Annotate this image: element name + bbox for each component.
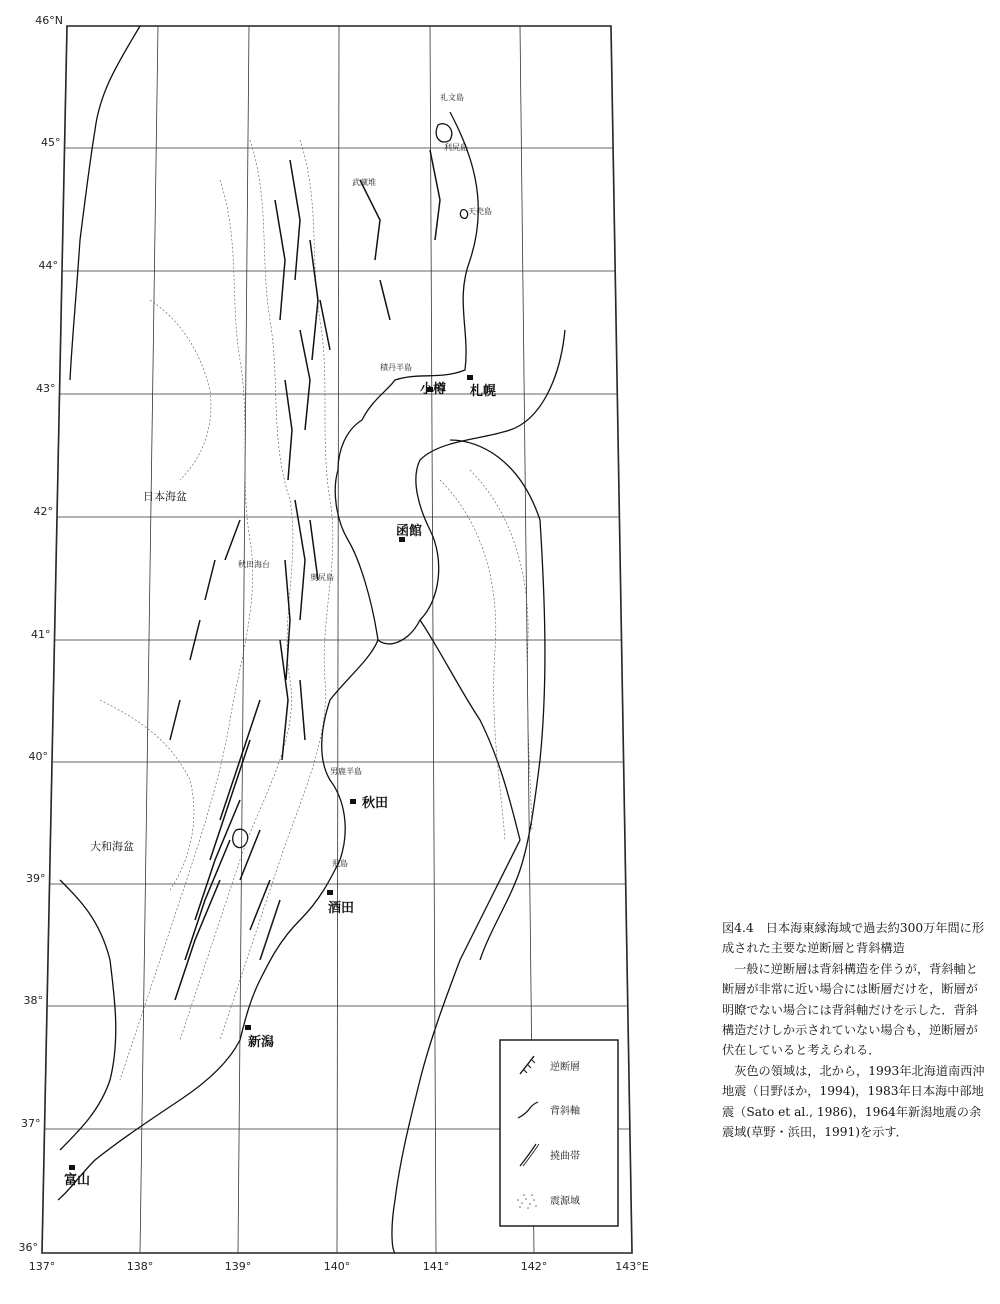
city-marker-icon xyxy=(69,1165,75,1170)
sea-basin-label: 大和海盆 xyxy=(90,840,134,853)
fault-line xyxy=(220,700,260,820)
fault-line xyxy=(195,800,240,920)
fault-line xyxy=(225,520,240,560)
fault-line xyxy=(240,830,260,880)
fault-line xyxy=(185,840,230,960)
coastline xyxy=(450,440,545,960)
legend-label-flexure: 撓曲帯 xyxy=(550,1151,580,1162)
place-label: 積丹半島 xyxy=(380,363,412,372)
coastline xyxy=(338,112,478,470)
city-label: 秋田 xyxy=(362,796,389,811)
latitude-label: 39° xyxy=(26,872,46,885)
place-label: 飛島 xyxy=(332,859,348,868)
fault-line xyxy=(285,560,290,680)
city-label: 富山 xyxy=(64,1173,91,1188)
caption-paragraph-1: 一般に逆断層は背斜構造を伴うが，背斜軸と断層が非常に近い場合には断層だけを，断層が明瞭でない場合には背斜軸だけを示した．背斜構造だけしか示されていない場合も，逆断層が伏在していると考えられる． xyxy=(722,961,978,1058)
fault-line xyxy=(300,680,305,740)
coastline xyxy=(58,640,378,1200)
legend-label-anticline: 背斜軸 xyxy=(550,1106,580,1117)
latitude-labels xyxy=(19,14,64,1254)
coastline xyxy=(60,880,116,1150)
sea-basin-label: 日本海盆 xyxy=(143,490,187,503)
meridian-line xyxy=(140,26,158,1253)
longitude-label: 139° xyxy=(224,1260,252,1273)
fault-line xyxy=(360,180,380,260)
fault-line xyxy=(170,700,180,740)
longitude-labels xyxy=(29,1260,649,1273)
city-markers xyxy=(69,375,473,1170)
city-label: 酒田 xyxy=(328,901,355,916)
place-label: 秋田海台 xyxy=(238,560,270,569)
city-label: 小樽 xyxy=(420,382,447,397)
fault-line xyxy=(430,150,440,240)
fault-line xyxy=(310,520,318,580)
longitude-label: 143°E xyxy=(615,1260,649,1273)
fault-line xyxy=(300,330,310,430)
latitude-label: 44° xyxy=(38,259,59,272)
caption-title: 図4.4 日本海東縁海域で過去約300万年間に形成された主要な逆断層と背斜構造 xyxy=(722,921,985,956)
city-marker-icon xyxy=(467,375,473,380)
coastline xyxy=(460,210,467,219)
depth-contour xyxy=(150,300,211,480)
latitude-label: 42° xyxy=(33,505,53,518)
place-label: 利尻島 xyxy=(444,143,468,152)
place-label: 男鹿半島 xyxy=(330,767,362,776)
place-label: 奥尻島 xyxy=(310,573,334,582)
latitude-label: 37° xyxy=(21,1117,41,1130)
city-label: 札幌 xyxy=(470,384,497,399)
longitude-label: 141° xyxy=(422,1260,450,1273)
legend-label-source-area: 震源域 xyxy=(550,1196,580,1207)
depth-contour xyxy=(180,140,293,1040)
city-label: 函館 xyxy=(396,524,423,539)
fault-line xyxy=(320,300,330,350)
city-marker-icon xyxy=(245,1025,251,1030)
latitude-label: 41° xyxy=(30,628,51,641)
latitude-label: 43° xyxy=(36,382,56,395)
longitude-label: 142° xyxy=(520,1260,548,1273)
place-label: 礼文島 xyxy=(440,93,464,102)
caption-paragraph-2: 灰色の領域は，北から，1993年北海道南西沖地震（日野ほか，1994)，1983年日本海中部地震（Sato et al., 1986)，1964年新潟地震の余震域(草野・浜田，1991)を示す． xyxy=(722,1063,985,1140)
fault-line xyxy=(250,880,270,930)
legend-label-thrust: 逆断層 xyxy=(550,1062,580,1073)
meridian-line xyxy=(337,26,339,1253)
coastline xyxy=(436,124,452,142)
latitude-label: 38° xyxy=(23,994,44,1007)
fault-lines xyxy=(170,150,440,1000)
depth-contour xyxy=(120,180,253,1080)
city-marker-icon xyxy=(327,890,333,895)
fault-line xyxy=(205,560,215,600)
meridian-line xyxy=(430,26,436,1253)
fault-line xyxy=(275,200,285,320)
latitude-label: 45° xyxy=(41,136,61,149)
depth-contour xyxy=(220,140,333,1040)
place-label: 武蔵堆 xyxy=(352,178,376,187)
fault-line xyxy=(380,280,390,320)
city-label: 新潟 xyxy=(248,1035,275,1050)
latitude-label: 46°N xyxy=(35,14,63,27)
fault-line xyxy=(285,380,292,480)
depth-contour xyxy=(440,480,505,840)
longitude-label: 140° xyxy=(323,1260,351,1273)
coastline xyxy=(335,330,565,644)
latitude-label: 40° xyxy=(28,750,49,763)
place-label: 天売島 xyxy=(468,207,492,216)
longitude-label: 137° xyxy=(28,1260,56,1273)
fault-line xyxy=(260,900,280,960)
coastline xyxy=(70,26,140,380)
figure-caption xyxy=(722,918,990,1142)
meridian-line xyxy=(238,26,249,1253)
fault-line xyxy=(310,240,318,360)
longitude-label: 138° xyxy=(126,1260,154,1273)
city-marker-icon xyxy=(350,799,356,804)
depth-contour xyxy=(470,470,532,830)
fault-line xyxy=(290,160,300,280)
latitude-label: 36° xyxy=(18,1241,38,1254)
fault-line xyxy=(210,740,250,860)
legend xyxy=(500,1040,618,1226)
fault-line xyxy=(295,500,305,620)
